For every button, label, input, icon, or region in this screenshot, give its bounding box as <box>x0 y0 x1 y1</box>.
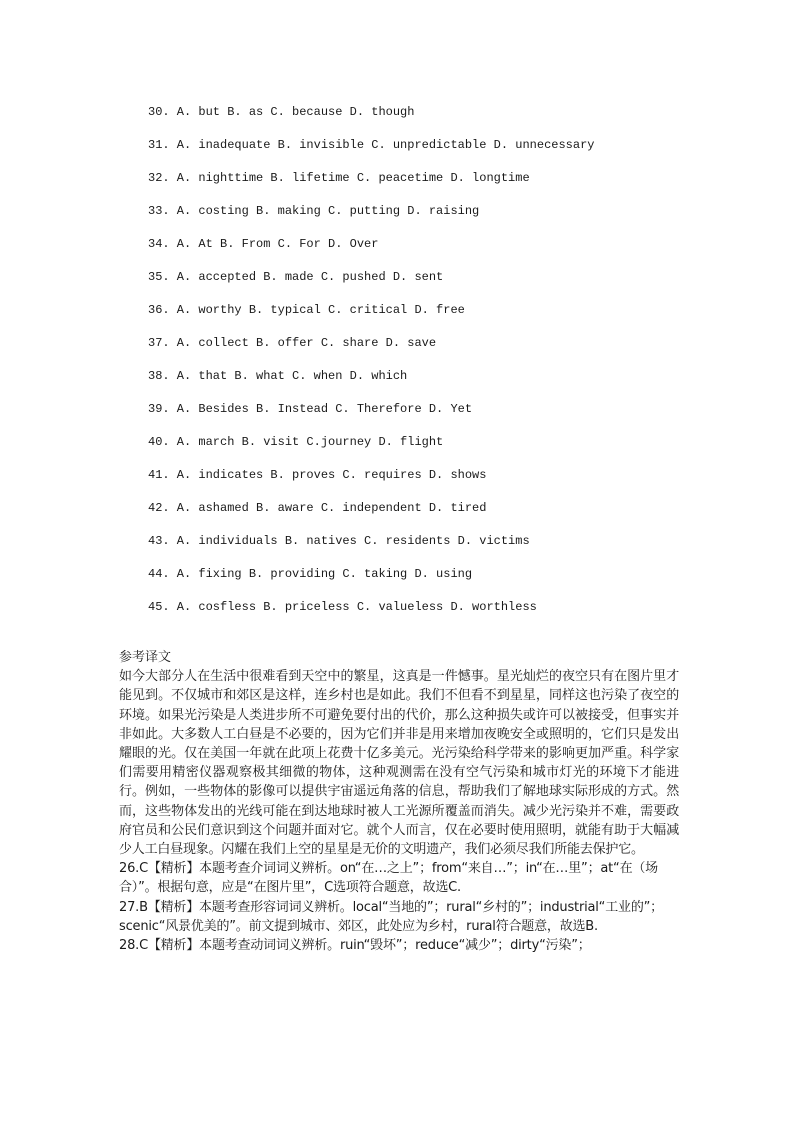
question-item: 40. A. march B. visit C.journey D. flight <box>148 435 444 449</box>
question-item: 38. A. that B. what C. when D. which <box>148 369 408 383</box>
question-item: 35. A. accepted B. made C. pushed D. sent <box>148 270 444 284</box>
reference-translation: 如今大部分人在生活中很难看到天空中的繁星，这真是一件憾事。星光灿烂的夜空只有在图片里才能见到。不仅城市和郊区是这样，连乡村也是如此。我们不但看不到星星，同样这也污染了夜空的环境。如果光污染是人类进步所不可避免要付出的代价，那么这种损失或许可以被接受，但事实并非如此。大多数人工白昼是不必要的，因为它们并非是用来增加夜晚安全或照明的，它们只是发出耀眼的光。仅在美国一年就在此项上花费十亿多美元。光污染给科学带来的影响更加严重。科学家们需要用精密仪器观察极其细微的物体，这种观测需在没有空气污染和城市灯光的环境下才能进行。例如，一些物体的影像可以提供宇宙遥远角落的信息，帮助我们了解地球实际形成的方式。然而，这些物体发出的光线可能在到达地球时被人工光源所覆盖而消失。减少光污染并不难，需要政府官员和公民们意识到这个问题并面对它。就个人而言，仅在必要时使用照明，就能有助于大幅减少人工白昼现象。闪耀在我们上空的星星是无价的文明遗产，我们必须尽我们所能去保护它。 <box>119 669 679 858</box>
explanation-item: 26.C【精析】本题考查介词词义辨析。on“在…之上”；from“来自…”；in“在…里”；at“在（场合）”。根据句意，应是“在图片里”，C选项符合题意，故选C. <box>119 861 658 896</box>
question-item: 32. A. nighttime B. lifetime C. peacetime D. longtime <box>148 171 530 185</box>
question-list <box>148 103 768 631</box>
question-item: 39. A. Besides B. Instead C. Therefore D. Yet <box>148 402 473 416</box>
explanation-item: 27.B【精析】本题考查形容词词义辨析。local“当地的”；rural“乡村的”；industrial“工业的”；scenic“风景优美的”。前文提到城市、郊区，此处应为乡村，rural符合题意，故选B. <box>119 899 663 934</box>
reference-title: 参考译文 <box>119 650 172 665</box>
question-item: 44. A. fixing B. providing C. taking D. using <box>148 567 473 581</box>
question-item: 36. A. worthy B. typical C. critical D. free <box>148 303 465 317</box>
question-item: 45. A. cosfless B. priceless C. valueless D. worthless <box>148 600 537 614</box>
explanation-item: 28.C【精析】本题考查动词词义辨析。ruin“毁坏”；reduce“减少”；dirty“污染”； <box>119 938 591 954</box>
question-item: 37. A. collect B. offer C. share D. save <box>148 336 437 350</box>
question-item: 41. A. indicates B. proves C. requires D. shows <box>148 468 487 482</box>
question-item: 33. A. costing B. making C. putting D. raising <box>148 204 480 218</box>
question-item: 43. A. individuals B. natives C. residents D. victims <box>148 534 530 548</box>
question-item: 31. A. inadequate B. invisible C. unpredictable D. unnecessary <box>148 138 595 152</box>
question-item: 42. A. ashamed B. aware C. independent D. tired <box>148 501 487 515</box>
question-item: 30. A. but B. as C. because D. though <box>148 105 415 119</box>
question-item: 34. A. At B. From C. For D. Over <box>148 237 379 251</box>
reference-section <box>119 648 679 955</box>
